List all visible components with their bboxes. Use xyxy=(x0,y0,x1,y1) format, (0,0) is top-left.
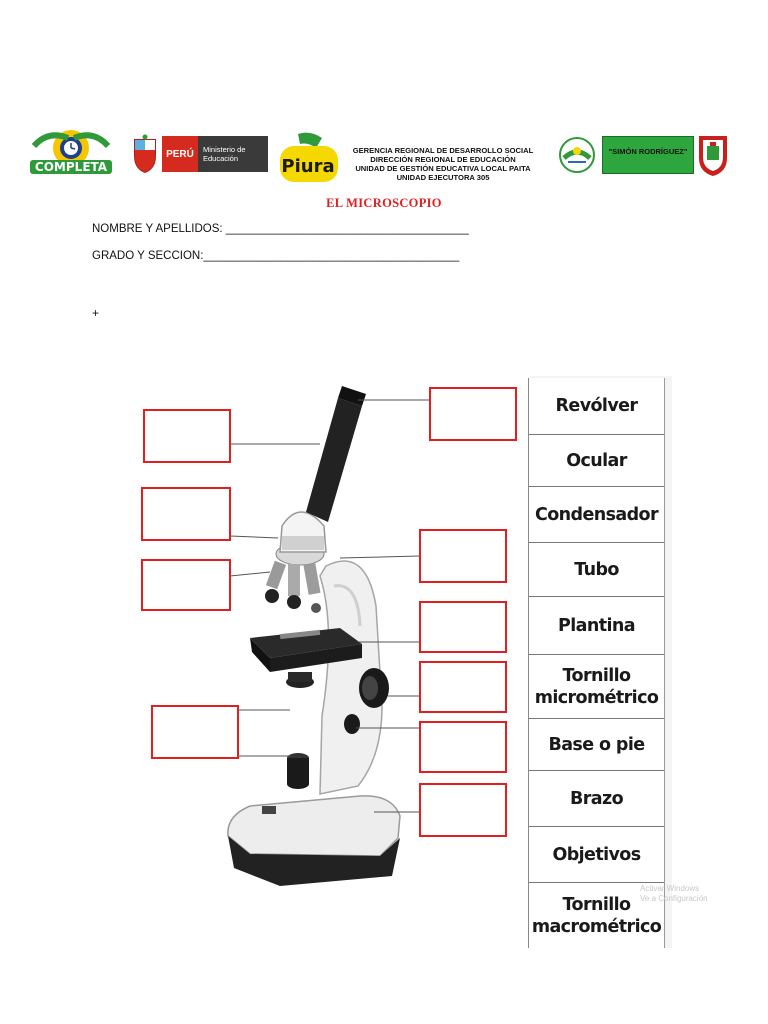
school-badge-top xyxy=(603,137,693,147)
answer-box[interactable] xyxy=(420,784,506,836)
ministry-label: Ministerio de Educación xyxy=(198,136,268,172)
ugel-logo xyxy=(558,136,596,174)
jec-logo xyxy=(28,124,114,182)
label-plantina[interactable]: Plantina xyxy=(529,598,664,655)
answer-box[interactable] xyxy=(420,722,506,772)
windows-watermark xyxy=(640,884,708,904)
piura-logo xyxy=(278,132,340,186)
ministry-logo xyxy=(162,136,268,172)
answer-box[interactable] xyxy=(152,706,238,758)
label-column xyxy=(528,378,665,948)
label-revolver[interactable]: Revólver xyxy=(529,378,664,435)
answer-box[interactable] xyxy=(420,602,506,652)
label-objetivos[interactable]: Objetivos xyxy=(529,828,664,883)
label-ocular[interactable]: Ocular xyxy=(529,436,664,487)
grade-field: GRADO Y SECCION:________________________________________ xyxy=(92,250,460,262)
peru-label: PERÚ xyxy=(162,136,198,172)
label-tornillo-micrometrico[interactable]: Tornillo micrométrico xyxy=(529,656,664,719)
plus-marker: + xyxy=(92,306,100,320)
agency-line: UNIDAD DE GESTIÓN EDUCATIVA LOCAL PAITA xyxy=(355,164,531,173)
label-brazo[interactable]: Brazo xyxy=(529,772,664,827)
microscope-head xyxy=(280,512,326,552)
page-title: EL MICROSCOPIO xyxy=(326,196,442,210)
microscope-base xyxy=(228,796,400,886)
label-tornillo-macrometrico[interactable]: Tornillo macrométrico xyxy=(531,895,662,937)
answer-box[interactable] xyxy=(430,388,516,440)
name-field: NOMBRE Y APELLIDOS: ______________________________________ xyxy=(92,223,469,235)
nosepiece xyxy=(265,543,324,613)
answer-box[interactable] xyxy=(420,662,506,712)
answer-box[interactable] xyxy=(142,488,230,540)
label-base-o-pie[interactable]: Base o pie xyxy=(529,720,664,771)
label-tubo[interactable]: Tubo xyxy=(529,544,664,597)
peru-shield-icon xyxy=(132,134,158,174)
answer-box[interactable] xyxy=(142,560,230,610)
agency-line: UNIDAD EJECUTORA 305 xyxy=(396,173,490,182)
agency-line: DIRECCIÓN REGIONAL DE EDUCACIÓN xyxy=(370,155,516,164)
microscope-diagram xyxy=(130,376,530,948)
answer-box[interactable] xyxy=(144,410,230,462)
agency-text-block xyxy=(346,146,540,182)
school-name: "SIMÓN RODRÍGUEZ" xyxy=(608,147,688,156)
eyepiece-tube xyxy=(306,386,366,522)
watermark-line: Ve a Configuración xyxy=(640,894,708,903)
jec-logo-text: COMPLETA xyxy=(34,160,108,174)
lamp xyxy=(287,753,309,789)
agency-line: GERENCIA REGIONAL DE DESARROLLO SOCIAL xyxy=(352,146,534,155)
label-condensador[interactable]: Condensador xyxy=(529,488,664,543)
answer-box[interactable] xyxy=(420,530,506,582)
piura-label: Piura xyxy=(281,156,335,177)
school-crest-icon xyxy=(697,132,729,178)
school-badge xyxy=(602,136,694,174)
watermark-line: Activar Windows xyxy=(640,884,700,893)
